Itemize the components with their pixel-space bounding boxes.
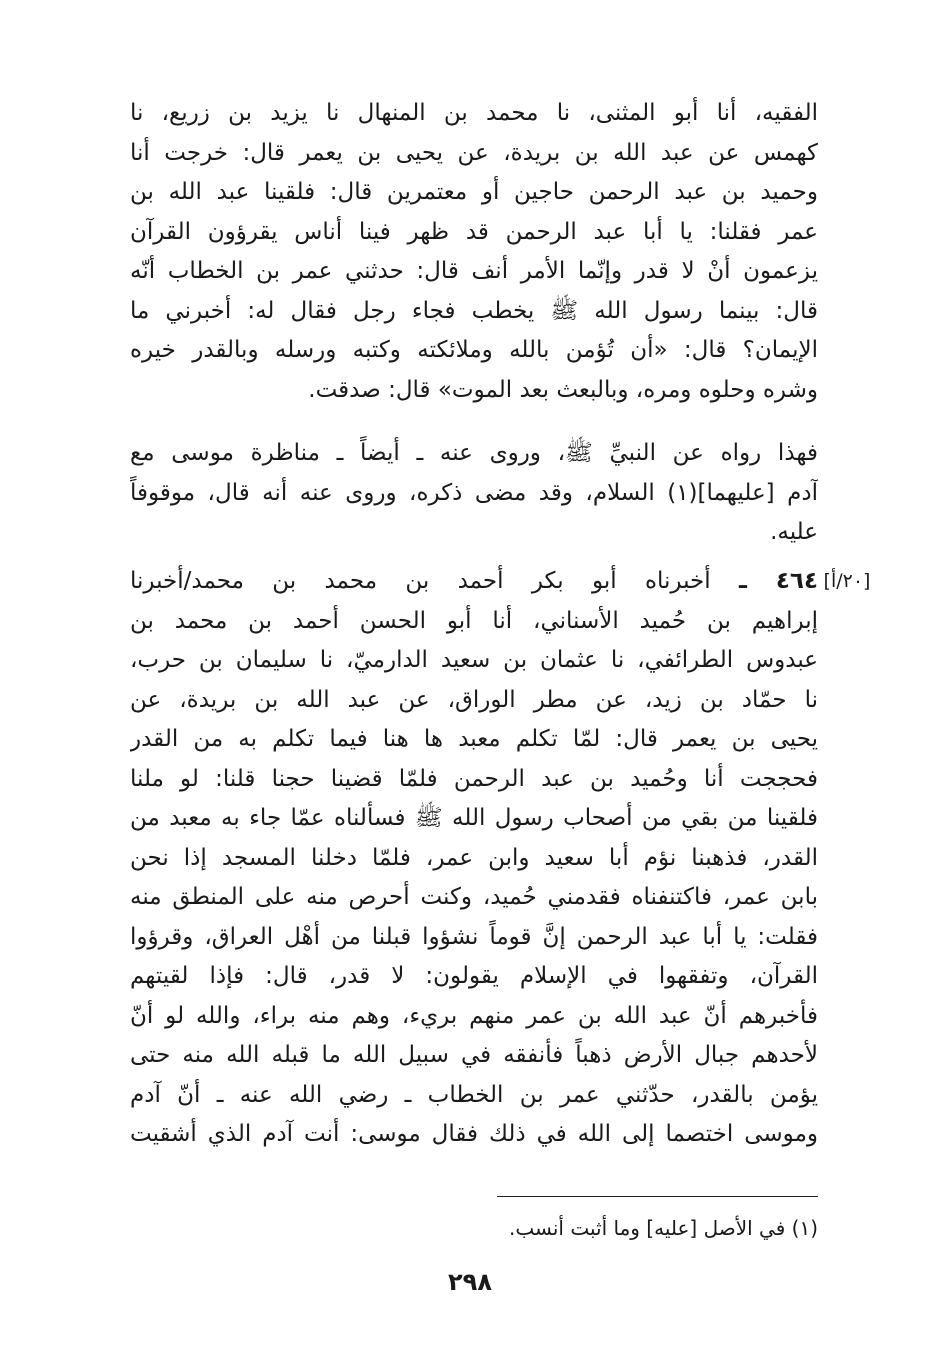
text-line: القرآن، وتفقهوا في الإسلام يقولون: لا قدر، قال: فإذا لقيتهم: [130, 963, 818, 989]
text-line: نا حمّاد بن زيد، عن مطر الوراق، عن عبد الله بن بريدة، عن: [130, 686, 818, 713]
text-line: بابن عمر، فاكتنفناه فقدمني حُميد، وكنت أحرص منه على المنطق منه: [130, 884, 818, 910]
text-line: قال: بينما رسول الله ﷺ يخطب فجاء رجل فقال له: أخبرني ما: [130, 297, 818, 324]
text-line: يزعمون أنْ لا قدر وإنّما الأمر أنف قال: حدثني عمر بن الخطاب أنّه: [130, 258, 818, 284]
text-line: فأخبرهم أنّ عبد الله بن عمر منهم بريء، وهم منه براء، والله لو أنّ: [130, 1002, 818, 1029]
paragraph-commentary: [130, 434, 818, 553]
hadith-number: ٤٦٤ ـ: [739, 568, 818, 594]
text-line: وشره وحلوه ومره، وبالبعث بعد الموت» قال: صدقت.: [308, 376, 818, 403]
text-line: فهذا رواه عن النبيِّ ﷺ، وروى عنه ـ أيضاً ـ مناظرة موسى مع: [130, 440, 818, 466]
text-line-first: [130, 562, 818, 602]
text-line: يؤمن بالقدر، حدّثني عمر بن الخطاب ـ رضي الله عنه ـ أنّ آدم: [130, 1081, 818, 1108]
text-line: إبراهيم بن حُميد الأسناني، أنا أبو الحسن أحمد بن محمد بن: [130, 607, 818, 634]
text-line: كهمس عن عبد الله بن بريدة، عن يحيى بن يعمر قال: خرجت أنا: [130, 139, 818, 166]
text-line: فحججت أنا وحُميد بن عبد الرحمن فلمّا قضينا حجنا قلنا: لو ملنا: [130, 765, 818, 792]
paragraph-isnad-umar: [130, 94, 818, 410]
text-line: يحيى بن يعمر قال: لمّا تكلم معبد ها هنا فيما تكلم به من القدر: [130, 726, 818, 752]
text-line: وحميد بن عبد الرحمن حاجين أو معتمرين قال: فلقينا عبد الله بن: [130, 179, 818, 205]
page-number: ٢٩٨: [448, 1268, 492, 1296]
hadith-first-line-text: أخبرناه أبو بكر أحمد بن محمد بن محمد/أخبرنا: [130, 568, 739, 594]
text-line: آدم [عليهما](١) السلام، وقد مضى ذكره، وروى عنه أنه قال، موقوفاً: [130, 479, 818, 506]
text-line: عليه.: [770, 519, 818, 545]
text-line: القدر، فذهبنا نؤم أبا سعيد وابن عمر، فلمّا دخلنا المسجد إذا نحن: [130, 844, 818, 871]
text-line: فلقينا من بقي من أصحاب رسول الله ﷺ فسألناه عمّا جاء به معبد من: [130, 805, 818, 831]
text-line: الفقيه، أنا أبو المثنى، نا محمد بن المنهال نا يزيد بن زريع، نا: [130, 100, 818, 126]
footnote: (١) في الأصل [عليه] وما أثبت أنسب.: [509, 1216, 818, 1240]
text-line: لأحدهم جبال الأرض ذهباً فأنفقه في سبيل الله ما قبله الله منه حتى: [130, 1042, 818, 1068]
footnote-divider: [497, 1196, 818, 1197]
text-line: فقلت: يا أبا عبد الرحمن إنَّ قوماً نشؤوا قبلنا من أهْل العراق، وقرؤوا: [130, 923, 818, 950]
manuscript-folio-reference: [٢٠/أ]: [823, 570, 871, 592]
paragraph-hadith-464: [130, 562, 818, 1155]
text-line: عمر فقلنا: يا أبا عبد الرحمن قد ظهر فينا أناس يقرؤون القرآن: [130, 218, 818, 245]
text-line: الإيمان؟ قال: «أن تُؤمن بالله وملائكته وكتبه ورسله وبالقدر خيره: [130, 337, 818, 363]
text-line: وموسى اختصما إلى الله في ذلك فقال موسى: أنت آدم الذي أشقيت: [130, 1121, 818, 1147]
text-line: عبدوس الطرائفي، نا عثمان بن سعيد الدارميّ، نا سليمان بن حرب،: [130, 647, 818, 673]
